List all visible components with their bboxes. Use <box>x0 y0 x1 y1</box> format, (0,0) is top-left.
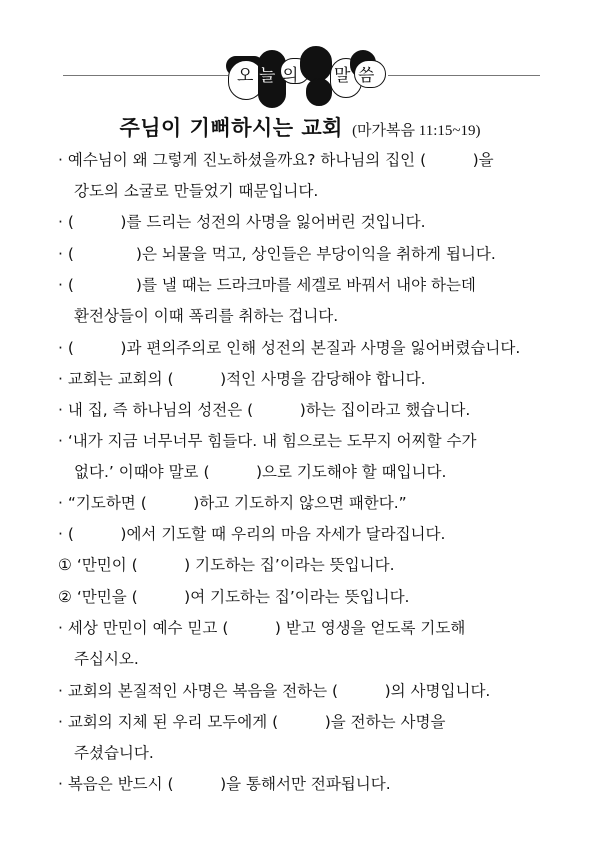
badge-char: 늘 <box>259 66 276 86</box>
worksheet-line: ② ‘만민을 ( )여 기도하는 집’이라는 뜻입니다. <box>58 588 410 606</box>
worksheet-line: · 예수님이 왜 그렇게 진노하셨을까요? 하나님의 집인 ( )을 <box>58 151 494 169</box>
badge-char: 말 <box>334 66 351 86</box>
worksheet-line: · 교회의 본질적인 사명은 복음을 전하는 ( )의 사명입니다. <box>58 682 491 700</box>
sermon-title-row <box>0 112 600 142</box>
worksheet-line: · ( )은 뇌물을 먹고, 상인들은 부당이익을 취하게 됩니다. <box>58 245 496 263</box>
worksheet-line: · 교회는 교회의 ( )적인 사명을 감당해야 합니다. <box>58 370 426 388</box>
worksheet-line: · 교회의 지체 된 우리 모두에게 ( )을 전하는 사명을 <box>58 713 446 731</box>
worksheet-line: 강도의 소굴로 만들었기 때문입니다. <box>74 182 319 200</box>
header-rule-right <box>388 75 540 76</box>
worksheet-line: · “기도하면 ( )하고 기도하지 않으면 패한다.” <box>58 494 407 512</box>
worksheet-line: 주셨습니다. <box>74 744 154 762</box>
worksheet-line: · ( )과 편의주의로 인해 성전의 본질과 사명을 잃어버렸습니다. <box>58 339 521 357</box>
worksheet-line: · 복음은 반드시 ( )을 통해서만 전파됩니다. <box>58 775 391 793</box>
badge-shape <box>300 46 332 82</box>
worksheet-line: · ( )를 드리는 성전의 사명을 잃어버린 것입니다. <box>58 213 426 231</box>
header-rule-left <box>63 75 228 76</box>
worksheet-line: 없다.’ 이때야 말로 ( )으로 기도해야 할 때입니다. <box>74 463 447 481</box>
worksheet-line: · ‘내가 지금 너무너무 힘들다. 내 힘으로는 도무지 어찌할 수가 <box>58 432 477 450</box>
worksheet-line: · ( )에서 기도할 때 우리의 마음 자세가 달라집니다. <box>58 525 446 543</box>
worksheet-line: 환전상들이 이때 폭리를 취하는 겁니다. <box>74 307 339 325</box>
worksheet-line: · 세상 만민이 예수 믿고 ( ) 받고 영생을 얻도록 기도해 <box>58 619 466 637</box>
worksheet-line: · ( )를 낼 때는 드라크마를 세겔로 바꿔서 내야 하는데 <box>58 276 476 294</box>
worksheet-line: ① ‘만민이 ( ) 기도하는 집’이라는 뜻입니다. <box>58 556 395 574</box>
badge-char: 오 <box>237 66 254 86</box>
badge-char: 씀 <box>358 66 375 86</box>
badge-char: 의 <box>282 66 299 86</box>
scripture-reference: (마가복음 11:15~19) <box>352 123 481 139</box>
sermon-title: 주님이 기뻐하시는 교회 <box>119 116 343 140</box>
worksheet-line: · 내 집, 즉 하나님의 성전은 ( )하는 집이라고 했습니다. <box>58 401 471 419</box>
todays-word-header <box>0 40 600 110</box>
badge-shape <box>306 78 332 106</box>
worksheet-line: 주십시오. <box>74 650 139 668</box>
